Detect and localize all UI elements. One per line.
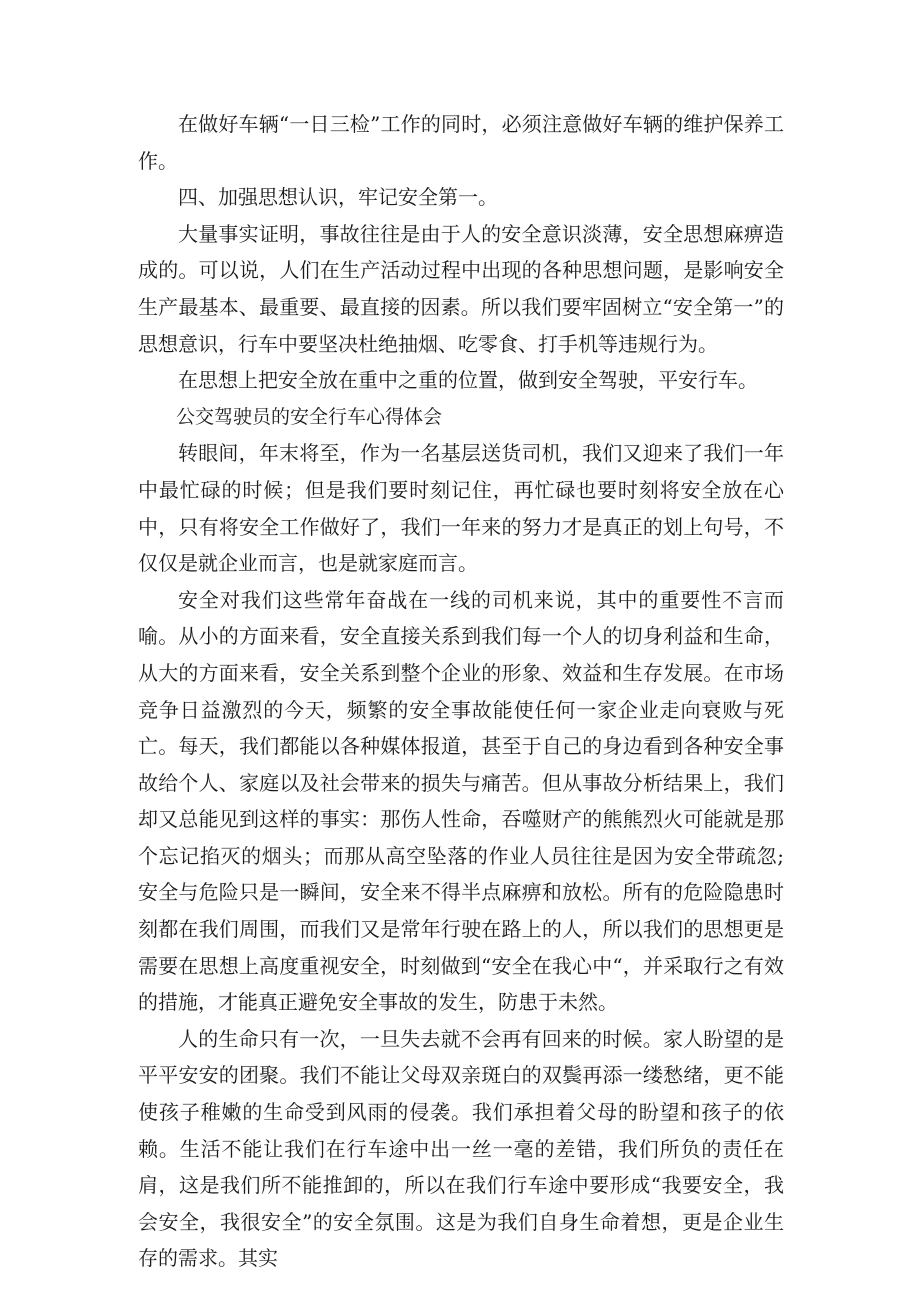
paragraph-safety-awareness: 大量事实证明，事故往往是由于人的安全意识淡薄，安全思想麻痹造成的。可以说，人们在生产活动过程中出现的各种思想问题，是影响安全生产最基本、最重要、最直接的因素。所以我们要牢固树立“安全第一”的思想意识，行车中要坚决杜绝抽烟、吃零食、打手机等违规行为。 (138, 221, 784, 356)
paragraph-importance-of-safety: 安全对我们这些常年奋战在一线的司机来说，其中的重要性不言而喻。从小的方面来看，安全直接关系到我们每一个人的切身利益和生命，从大的方面来看，安全关系到整个企业的形象、效益和生存发展。在市场竞争日益激烈的今天，频繁的安全事故能使任何一家企业走向衰败与死亡。每天，我们都能以各种媒体报道，甚至于自己的身边看到各种安全事故给个人、家庭以及社会带来的损失与痛苦。但从事故分析结果上，我们却又总能见到这样的事实：那伤人性命，吞噬财产的熊熊烈火可能就是那个忘记掐灭的烟头；而那从高空坠落的作业人员往往是因为安全带疏忽;安全与危险只是一瞬间，安全来不得半点麻痹和放松。所有的危险隐患时刻都在我们周围，而我们又是常年行驶在路上的人，所以我们的思想更是需要在思想上高度重视安全，时刻做到“安全在我心中“，并采取行之有效的措施，才能真正避免安全事故的发生，防患于未然。 (138, 587, 784, 1015)
article-title: 公交驾驶员的安全行车心得体会 (176, 405, 443, 428)
paragraph-safe-driving: 在思想上把安全放在重中之重的位置，做到安全驾驶，平安行车。 (178, 368, 758, 393)
paragraph-life-only-once: 人的生命只有一次，一旦失去就不会再有回来的时候。家人盼望的是平平安安的团聚。我们不能让父母双亲斑白的双鬓再添一缕愁绪，更不能使孩子稚嫩的生命受到风雨的侵袭。我们承担着父母的盼望和孩子的依赖。生活不能让我们在行车途中出一丝一毫的差错，我们所负的责任在肩，这是我们所不能推卸的，所以在我们行车途中要形成“我要安全，我会安全，我很安全”的安全氛围。这是为我们自身生命着想，更是企业生存的需求。其实 (138, 1026, 784, 1271)
paragraph-year-end: 转眼间，年末将至，作为一名基层送货司机，我们又迎来了我们一年中最忙碌的时候；但是我们要时刻记住，再忙碌也要时刻将安全放在心中，只有将安全工作做好了，我们一年来的努力才是真正的划上句号，不仅仅是就企业而言，也是就家庭而言。 (138, 441, 784, 576)
section-heading-safety-first: 四、加强思想认识，牢记安全第一。 (178, 185, 498, 210)
paragraph-vehicle-maintenance: 在做好车辆“一日三检”工作的同时，必须注意做好车辆的维护保养工作。 (138, 112, 784, 173)
document-body (138, 106, 784, 1277)
